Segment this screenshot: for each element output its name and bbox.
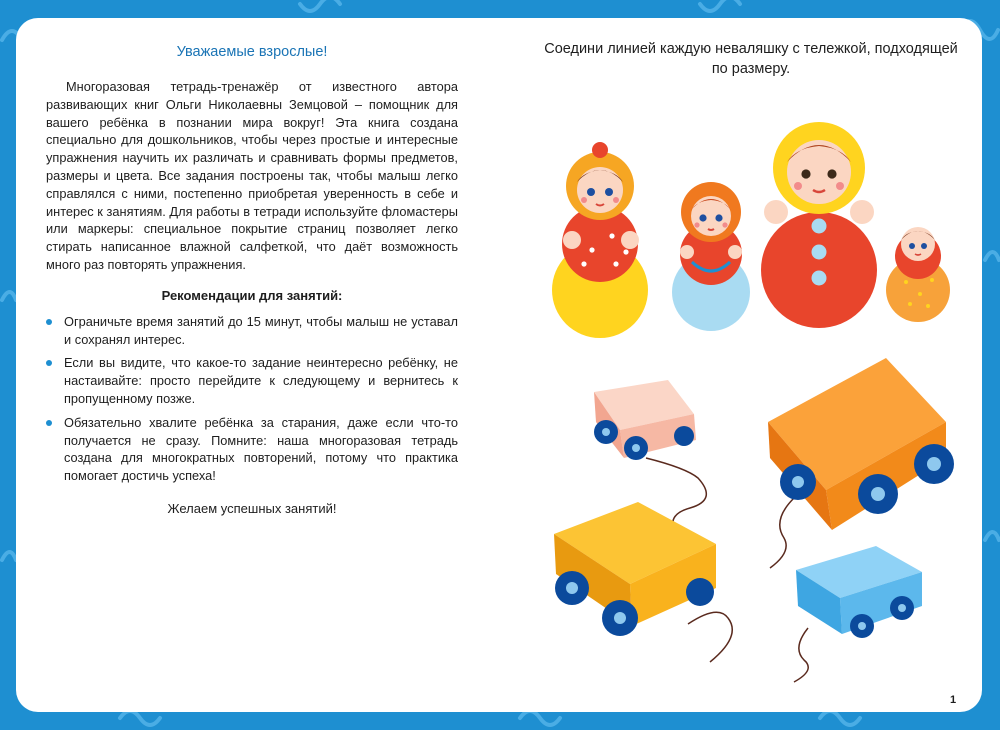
closing-line: Желаем успешных занятий!: [167, 500, 337, 516]
page-number: 1: [950, 694, 957, 706]
tip-text: Ограничьте время занятий до 15 минут, чтобы малыш не уставал и сохранял интерес.: [64, 313, 458, 347]
roly-poly-doll-smallest: [886, 227, 950, 322]
task-instruction: Соедини линией каждую неваляшку с тележкой, подходящей по размеру.: [544, 41, 958, 77]
tip-text: Если вы видите, что какое-то задание неинтересно ребёнку, не настаивайте: просто перейдите к следующему и вернитесь к пропущенному позже.: [64, 355, 458, 406]
tip-text: Обязательно хвалите ребёнка за старания, даже если что-то получается не сразу. Помните: наша многоразовая тетрадь создана для многократных повторений, потому что практика помогает достичь успеха!: [64, 414, 458, 484]
task-illustration: [16, 18, 982, 712]
cart-small: [594, 380, 706, 530]
note-heading: Уважаемые взрослые!: [176, 44, 328, 60]
cart-medium: [554, 502, 732, 662]
cart-smallest: [794, 546, 922, 682]
roly-poly-doll-medium: [552, 142, 648, 338]
roly-poly-doll-large: [761, 122, 877, 328]
roly-poly-doll-small: [672, 182, 750, 331]
workbook-spread: [16, 18, 982, 712]
cart-large: [768, 358, 954, 568]
recommendations-title: Рекомендации для занятий:: [161, 287, 343, 303]
intro-paragraph: Многоразовая тетрадь-тренажёр от известного автора развивающих книг Ольги Николаевны Земцовой – помощник для вашего ребёнка в познании мира вокруг! Эта книга создана специально для дошкольников, чтобы через простые и интересные упражнения научить их различать и сравнивать формы предметов, размеры и цвета. Все задания построены так, чтобы малыш легко справлялся с ними, постепенно приобретая уверенность в себе и интерес к занятиям. Для работы в тетради используйте фломастеры или маркеры: специальное покрытие страниц позволяет легко стирать написанное влажной салфеткой, что даёт возможность много раз повторять упражнения.: [46, 79, 458, 272]
